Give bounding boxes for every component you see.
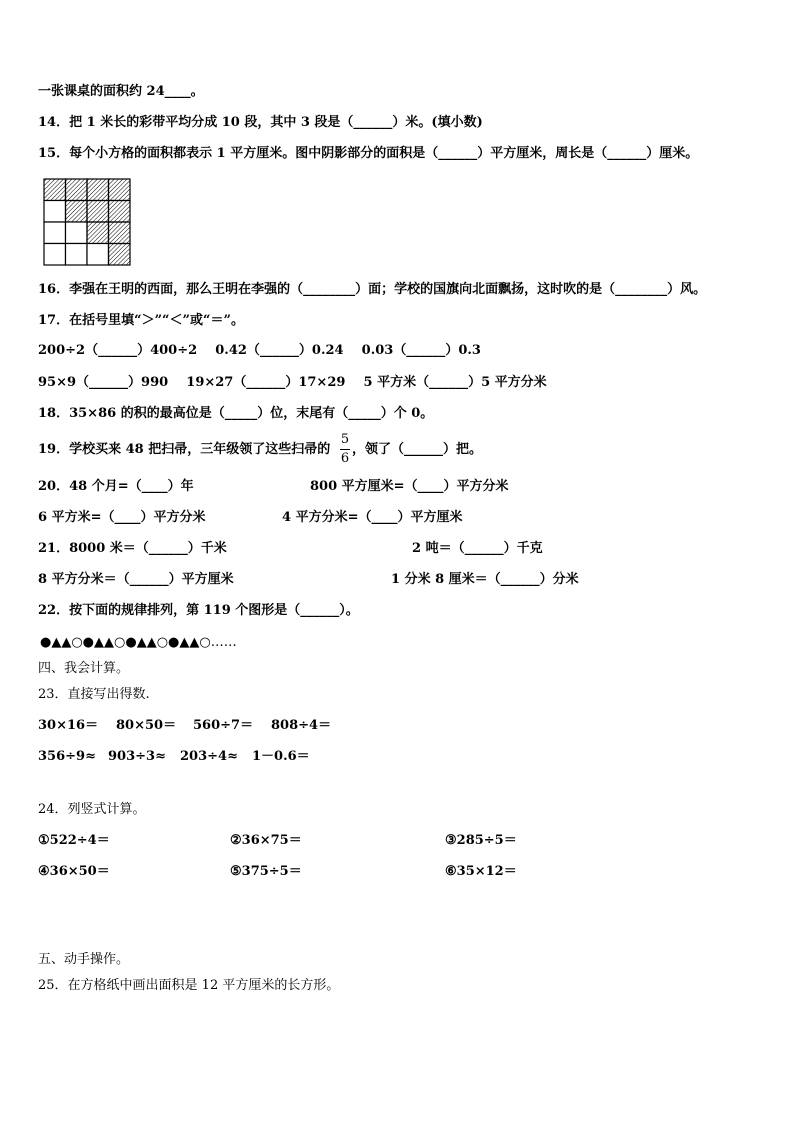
shaded-cell (87, 179, 109, 201)
shaded-cell (66, 201, 88, 223)
q23-item: 203÷4≈ (180, 749, 238, 764)
q23-item: 1－0.6＝ (252, 749, 310, 764)
q17-line: 17．在括号里填“＞”“＜”或“＝”。 (38, 313, 244, 328)
grid-cell (66, 222, 88, 244)
shaded-cell (109, 201, 131, 223)
q23-item: 30×16＝ (38, 718, 99, 733)
shaded-cell (109, 222, 131, 244)
q24-item: ②36×75＝ (230, 833, 302, 848)
fraction-denominator: 6 (340, 451, 350, 466)
shaded-cell (44, 179, 66, 201)
fraction-bar (340, 449, 350, 450)
q15-line: 15．每个小方格的面积都表示 1 平方厘米。图中阴影部分的面积是（______）平方厘米，周长是（______）厘米。 (38, 146, 699, 161)
q20-right-2: 4 平方分米=（____）平方厘米 (282, 510, 463, 525)
shaded-cell (87, 201, 109, 223)
q23-line: 23．直接写出得数. (38, 687, 150, 702)
q19-line-end: ，领了（______）把。 (352, 442, 483, 457)
q13-line: 一张课桌的面积约 24____。 (38, 84, 204, 99)
q20-right: 800 平方厘米=（____）平方分米 (310, 479, 509, 494)
q21-right: 2 吨＝（______）千克 (412, 541, 543, 556)
q23-item: 560÷7＝ (193, 718, 254, 733)
fraction-numerator: 5 (340, 432, 350, 447)
q21-right-2: 1 分米 8 厘米＝（______）分米 (391, 572, 579, 587)
q22-line: 22．按下面的规律排列，第 119 个图形是（______）。 (38, 603, 359, 618)
q17-row2: 95×9（______）990 19×27（______）17×29 5 平方米（______）5 平方分米 (38, 375, 547, 390)
q23-item: 356÷9≈ (38, 749, 96, 764)
q14-line: 14．把 1 米长的彩带平均分成 10 段，其中 3 段是（______）米。(填小数) (38, 115, 483, 130)
q23-item: 808÷4＝ (271, 718, 332, 733)
q23-item: 903÷3≈ (108, 749, 166, 764)
grid-cell (87, 244, 109, 266)
shaded-grid-figure (43, 178, 131, 267)
q16-line: 16．李强在王明的西面，那么王明在李强的（________）面；学校的国旗向北面飘扬，这时吹的是（________）风。 (38, 282, 707, 297)
q25-line: 25．在方格纸中画出面积是 12 平方厘米的长方形。 (38, 978, 340, 993)
q24-line: 24．列竖式计算。 (38, 802, 146, 817)
grid-cell (44, 201, 66, 223)
q20-left-2: 6 平方米=（____）平方分米 (38, 510, 206, 525)
q20-left: 20．48 个月=（____）年 (38, 479, 194, 494)
q24-item: ④36×50＝ (38, 864, 110, 879)
grid-cell (44, 244, 66, 266)
shaded-cell (109, 179, 131, 201)
shaded-cell (109, 244, 131, 266)
q24-item: ③285÷5＝ (445, 833, 517, 848)
grid-cell (44, 222, 66, 244)
q24-item: ①522÷4＝ (38, 833, 110, 848)
q17-row1: 200÷2（______）400÷2 0.42（______）0.24 0.03（______）0.3 (38, 343, 481, 358)
shaded-cell (66, 179, 88, 201)
q21-left: 21．8000 米＝（______）千米 (38, 541, 227, 556)
q22-pattern: ●▲▲○●▲▲○●▲▲○●▲▲○…… (40, 635, 237, 650)
grid-cell (66, 244, 88, 266)
q23-item: 80×50＝ (116, 718, 177, 733)
shaded-cell (87, 222, 109, 244)
q24-item: ⑥35×12＝ (445, 864, 517, 879)
q24-item: ⑤375÷5＝ (230, 864, 302, 879)
q18-line: 18．35×86 的积的最高位是（_____）位，末尾有（_____）个 0。 (38, 406, 434, 421)
q21-left-2: 8 平方分米＝（______）平方厘米 (38, 572, 234, 587)
q19-line-start: 19．学校买来 48 把扫帚，三年级领了这些扫帚的 (38, 442, 331, 457)
section-4-heading: 四、我会计算。 (38, 661, 130, 676)
section-5-heading: 五、动手操作。 (38, 952, 130, 967)
